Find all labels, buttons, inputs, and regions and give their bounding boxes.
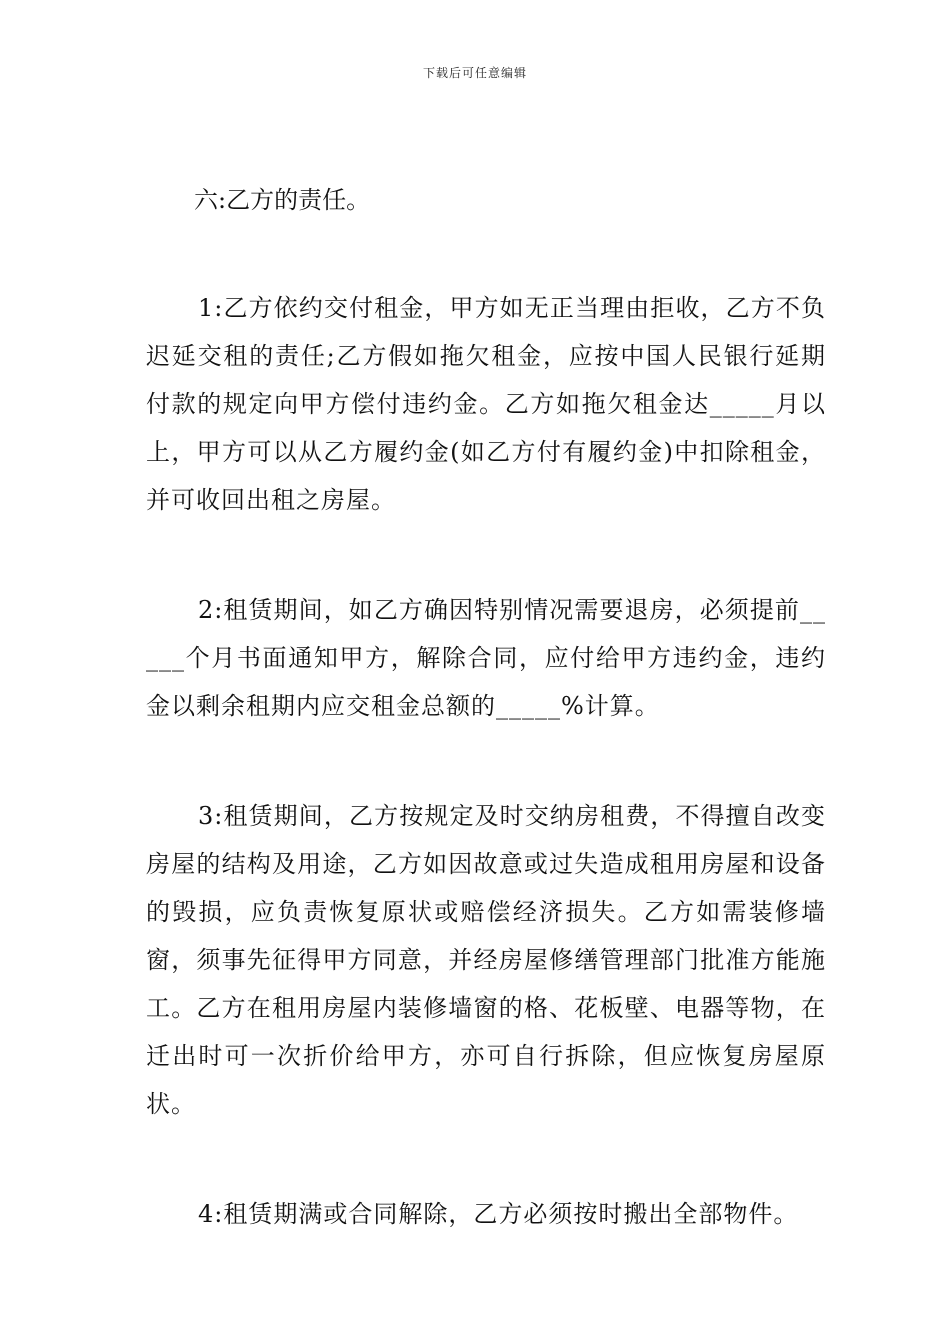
page-header-note: 下载后可任意编辑 (422, 66, 527, 80)
document-body (146, 176, 826, 1238)
clause-3: 3:租赁期间，乙方按规定及时交纳房租费，不得擅自改变房屋的结构及用途，乙方如因故意或过失造成租用房屋和设备的毁损，应负责恢复原状或赔偿经济损失。乙方如需装修墙窗，须事先征得甲方同意，并经房屋修缮管理部门批准方能施工。乙方在租用房屋内装修墙窗的格、花板壁、电器等物，在迁出时可一次折价给甲方，亦可自行拆除，但应恢复房屋原状。 (146, 802, 826, 1118)
clause-1: 1:乙方依约交付租金，甲方如无正当理由拒收，乙方不负迟延交租的责任;乙方假如拖欠租金，应按中国人民银行延期付款的规定向甲方偿付违约金。乙方如拖欠租金达_____月以上，甲方可以从乙方履约金(如乙方付有履约金)中扣除租金，并可收回出租之房屋。 (146, 294, 826, 514)
clause-4: 4:租赁期满或合同解除，乙方必须按时搬出全部物件。 (198, 1200, 799, 1228)
clause-2: 2:租赁期间，如乙方确因特别情况需要退房，必须提前_____个月书面通知甲方，解除合同，应付给甲方违约金，违约金以剩余租期内应交租金总额的_____%计算。 (146, 596, 826, 720)
section-heading: 六:乙方的责任。 (194, 186, 371, 214)
